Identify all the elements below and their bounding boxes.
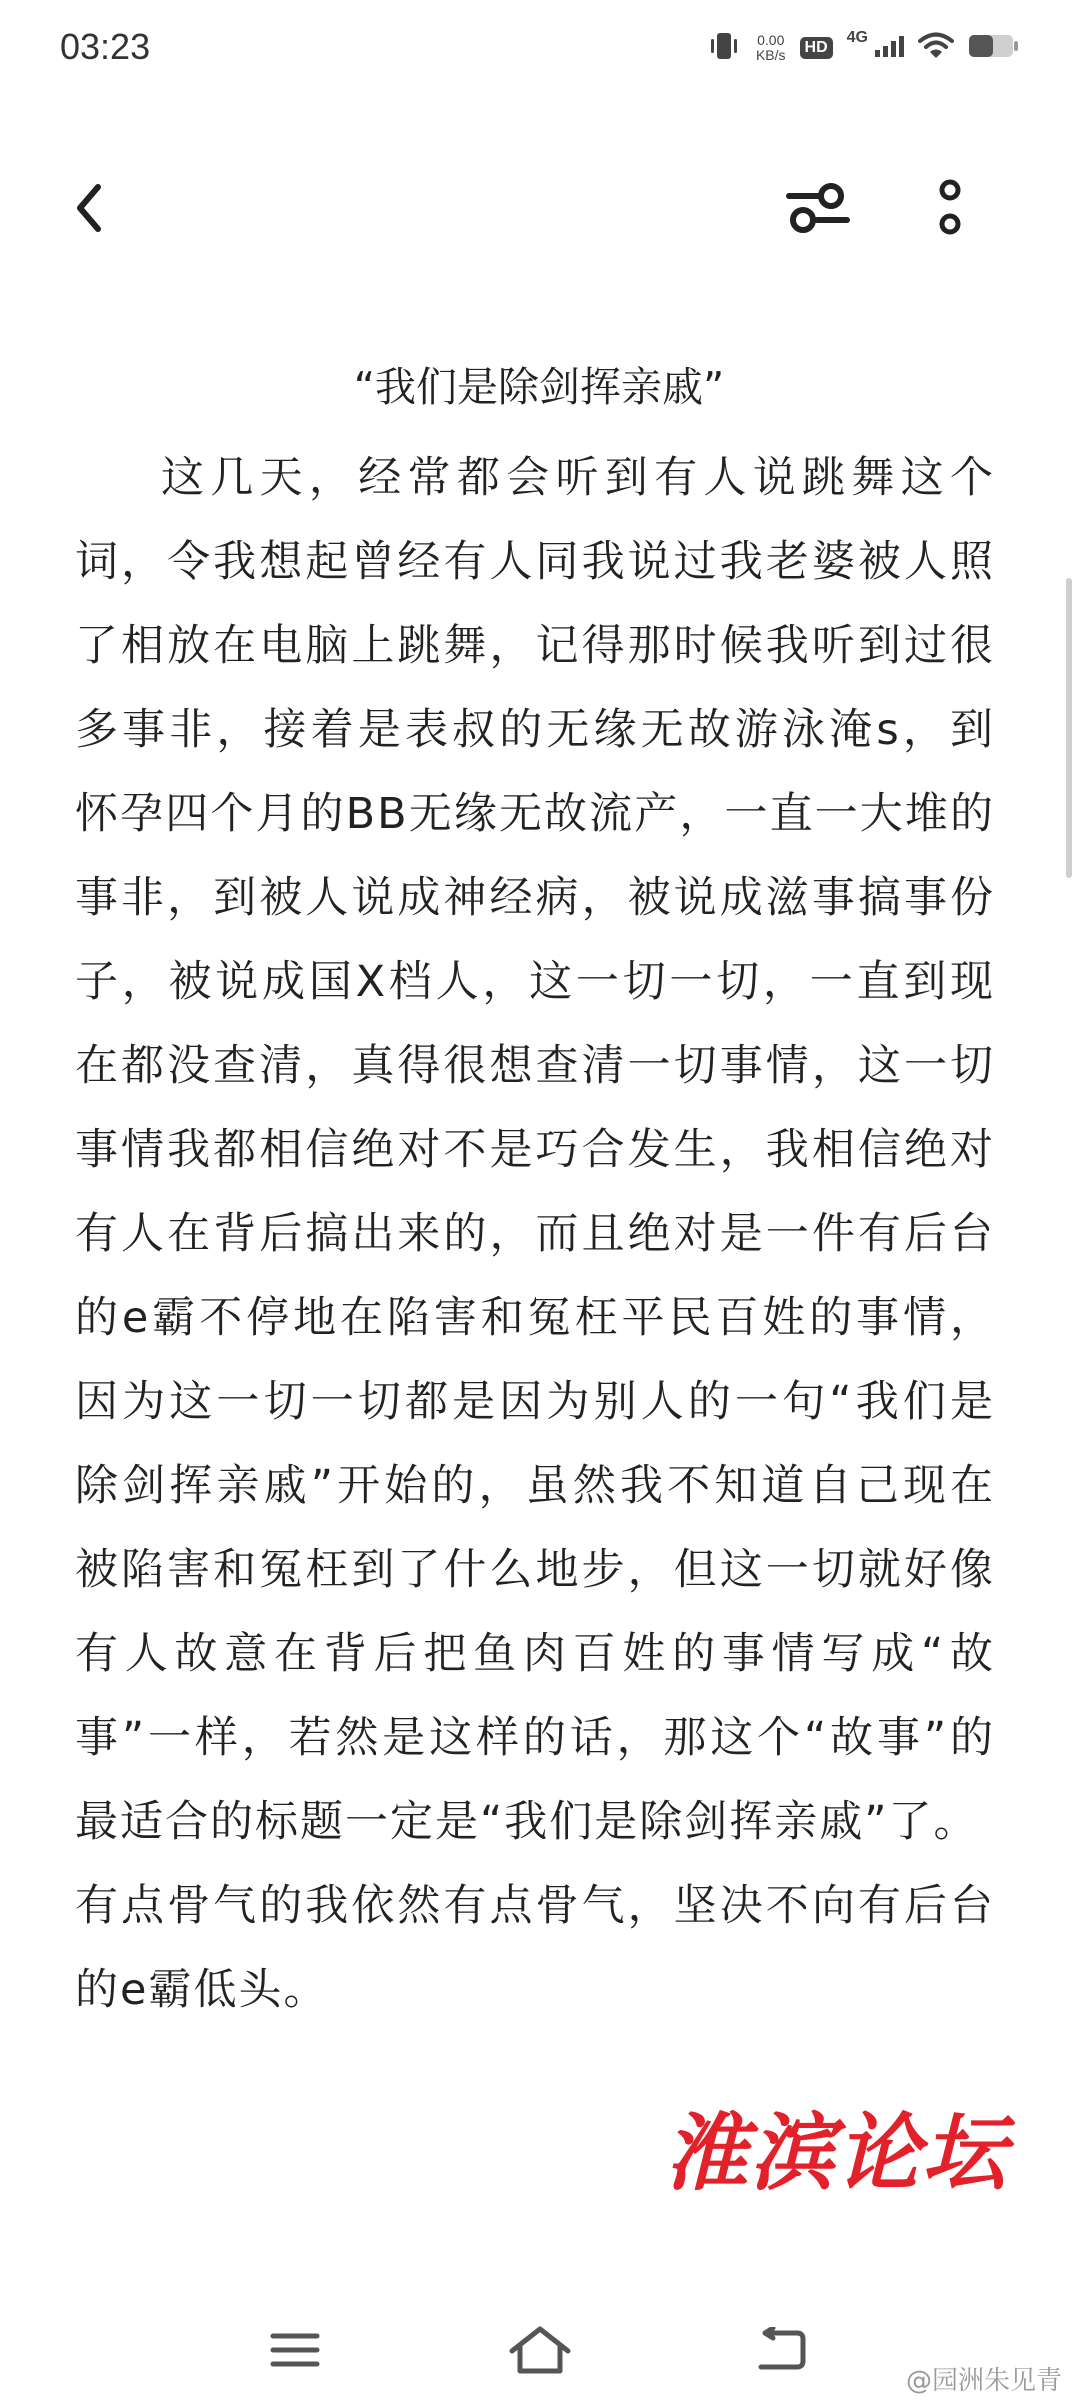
reader-toolbar (0, 150, 1080, 270)
network-type: 4G (846, 29, 868, 46)
net-speed-value: 0.00 (757, 32, 785, 48)
net-speed-unit: KB/s (755, 47, 786, 63)
menu-icon (270, 2330, 320, 2374)
back-button[interactable] (50, 170, 130, 250)
status-icons (706, 26, 1020, 70)
more-options-button[interactable] (910, 170, 990, 250)
hd-badge: HD (800, 37, 833, 59)
document-title: “我们是除剑挥亲戚” (353, 363, 725, 411)
wifi-icon (918, 32, 954, 64)
forum-watermark: 淮滨论坛 (664, 2103, 1009, 2202)
system-back-button[interactable] (740, 2312, 820, 2392)
signal-icon (874, 34, 904, 62)
vibrate-icon (706, 30, 742, 66)
scrollbar[interactable] (1066, 578, 1072, 878)
back-icon (753, 2327, 807, 2377)
paragraph-body: 这几天，经常都会听到有人说跳舞这个词，令我想起曾经有人同我说过我老婆被人照了相放在电脑上跳舞，记得那时候我听到过很多事非，接着是表叔的无缘无故游泳淹s，到怀孕四个月的BB无缘无故流产，一直一大堆的事非，到被人说成神经病，被说成滋事搞事份子，被说成国X档人，这一切一切，一直到现在都没查清，真得很想查清一切事情，这一切事情我都相信绝对不是巧合发生，我相信绝对有人在背后搞出来的，而且绝对是一件有后台的e霸不停地在陷害和冤枉平民百姓的事情，因为这一切一切都是因为别人的一句“我们是除剑挥亲戚”开始的，虽然我不知道自己现在被陷害和冤枉到了什么地步，但这一切就好像有人故意在背后把鱼肉百姓的事情写成“故事”一样，若然是这样的话，那这个“故事”的最适合的标题一定是“我们是除剑挥亲戚”了。 (75, 453, 995, 1847)
status-bar (0, 0, 1080, 96)
menu-button[interactable] (255, 2312, 335, 2392)
status-time: 03:23 (60, 26, 151, 67)
paragraph-closing: 有点骨气的我依然有点骨气，坚决不向有后台的e霸低头。 (75, 1881, 995, 2015)
net-speed (756, 33, 786, 63)
back-arrow-icon (70, 183, 110, 237)
reader-content (75, 352, 995, 2032)
home-button[interactable] (500, 2312, 580, 2392)
reading-settings-icon (785, 178, 851, 242)
weibo-watermark: @园洲朱见青 (905, 2366, 1062, 2396)
battery-icon (968, 33, 1020, 63)
home-icon (508, 2325, 572, 2379)
reading-settings-button[interactable] (778, 170, 858, 250)
more-options-icon (935, 176, 965, 244)
